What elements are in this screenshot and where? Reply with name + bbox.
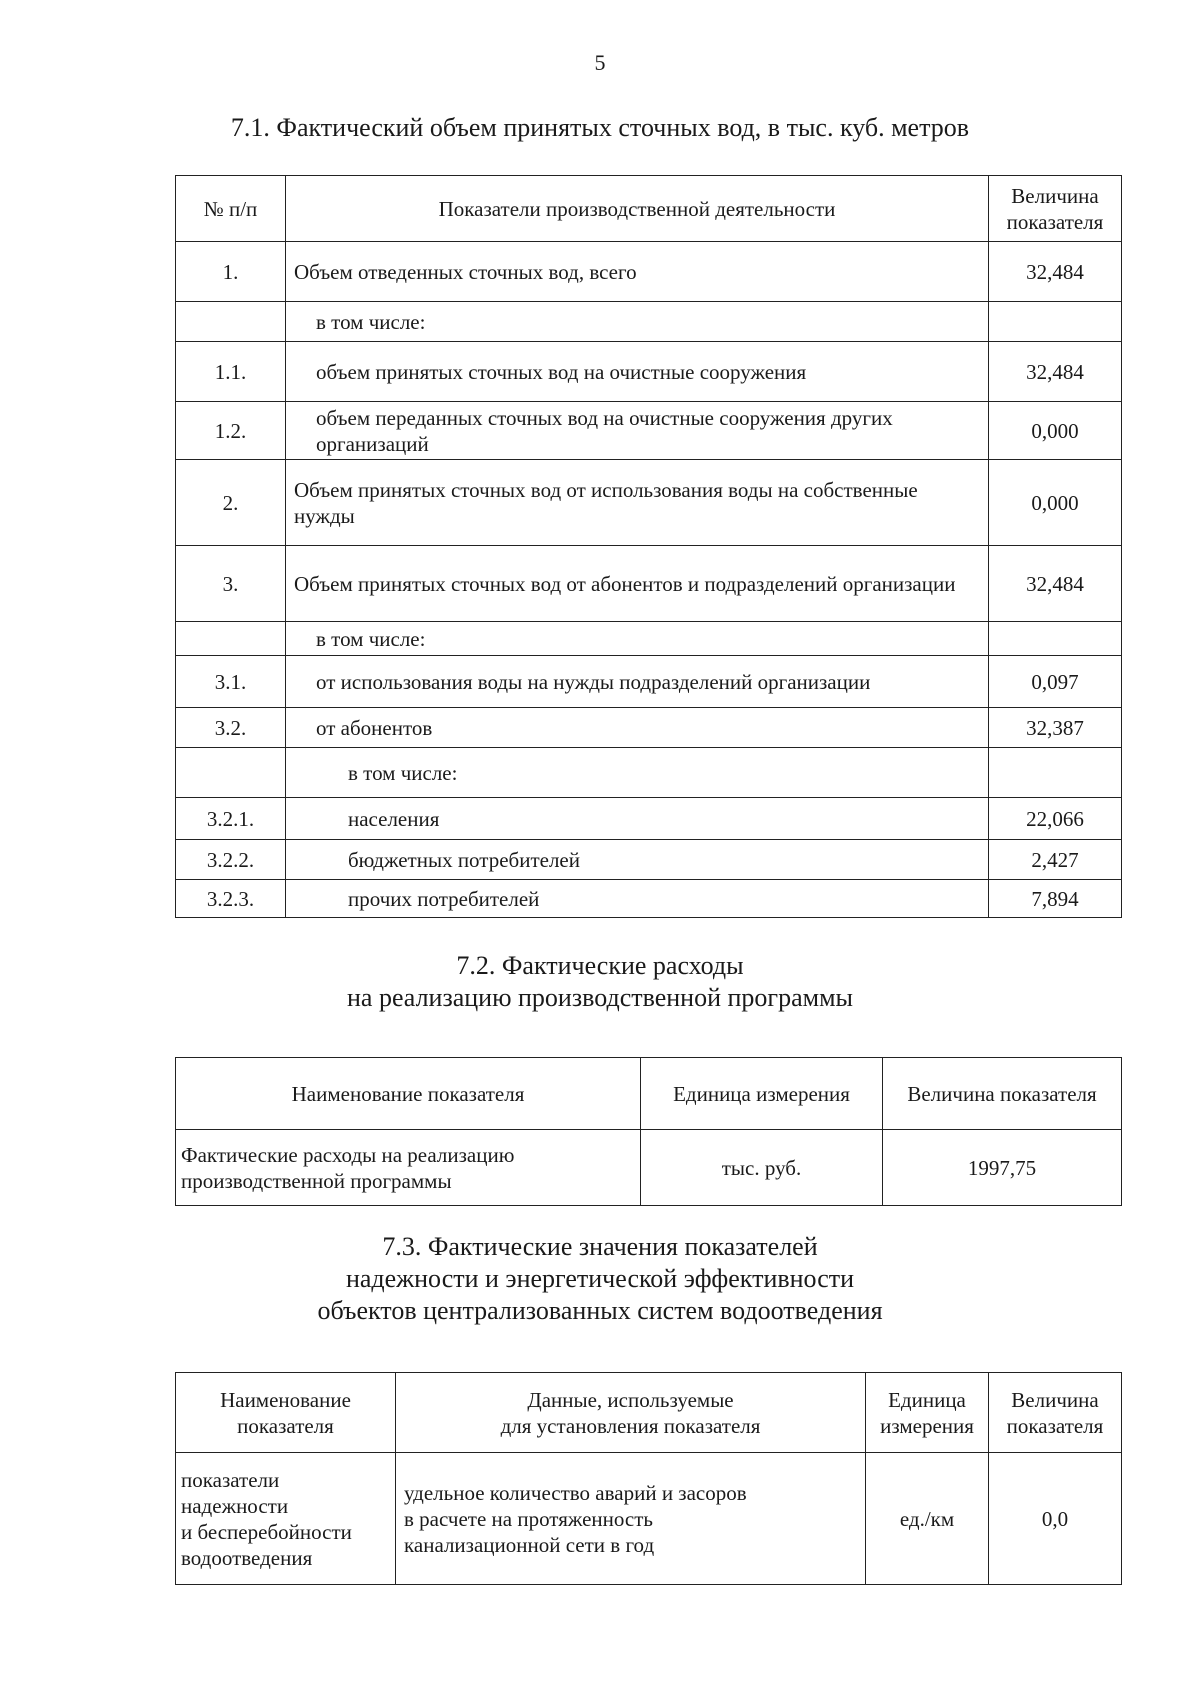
row-name-line: водоотведения [181, 1545, 313, 1570]
table-header-row [176, 176, 1122, 242]
table-row [176, 460, 1122, 546]
table-header-row [176, 1058, 1122, 1130]
row-name-line: показатели [181, 1467, 280, 1492]
row-label: от использования воды на нужды подразделений организации [286, 656, 989, 708]
row-num: 1. [176, 242, 286, 302]
row-num [176, 622, 286, 656]
header-line: показателя [1006, 1413, 1104, 1438]
row-name-line: производственной программы [181, 1168, 452, 1193]
section-7-3-title-line: 7.3. Фактические значения показателей [382, 1232, 818, 1261]
header-num: № п/п [176, 176, 286, 242]
row-label: от абонентов [286, 708, 989, 748]
row-data [396, 1453, 866, 1585]
row-value: 22,066 [989, 798, 1122, 840]
row-label: в том числе: [286, 748, 989, 798]
row-num: 3.2.2. [176, 840, 286, 880]
row-label: Объем принятых сточных вод от использования воды на собственные нужды [286, 460, 989, 546]
row-value: 32,484 [989, 342, 1122, 402]
row-value: 32,387 [989, 708, 1122, 748]
row-value: 0,000 [989, 402, 1122, 460]
row-value: 0,097 [989, 656, 1122, 708]
row-value: 32,484 [989, 242, 1122, 302]
table-row [176, 302, 1122, 342]
section-7-3-title-line: надежности и энергетической эффективности [345, 1264, 855, 1293]
table-row [176, 402, 1122, 460]
header-value: Величина показателя [883, 1058, 1122, 1130]
row-value: 0,000 [989, 460, 1122, 546]
table-row [176, 1130, 1122, 1206]
row-name [176, 1130, 641, 1206]
production-costs-table [175, 1057, 1122, 1206]
row-value: 32,484 [989, 546, 1122, 622]
row-num: 3.2. [176, 708, 286, 748]
table-row [176, 546, 1122, 622]
row-label: населения [286, 798, 989, 840]
header-line: Величина [1011, 1387, 1099, 1412]
reliability-indicators-table [175, 1372, 1122, 1585]
row-num: 2. [176, 460, 286, 546]
row-label: в том числе: [286, 302, 989, 342]
row-name-line: и бесперебойности [181, 1519, 352, 1544]
header-line: Единица [888, 1387, 966, 1412]
header-unit [866, 1373, 989, 1453]
row-num: 3.2.3. [176, 880, 286, 918]
row-value: 0,0 [989, 1453, 1122, 1585]
table-row [176, 708, 1122, 748]
header-value: Величина показателя [989, 176, 1122, 242]
header-unit: Единица измерения [641, 1058, 883, 1130]
row-num: 3.2.1. [176, 798, 286, 840]
row-num [176, 748, 286, 798]
row-label: Объем принятых сточных вод от абонентов и подразделений организации [286, 546, 989, 622]
row-label: в том числе: [286, 622, 989, 656]
row-num: 3.1. [176, 656, 286, 708]
table-row [176, 748, 1122, 798]
header-line: показателя [237, 1413, 334, 1438]
table-row [176, 242, 1122, 302]
row-data-line: удельное количество аварий и засоров [404, 1480, 747, 1505]
table-row [176, 622, 1122, 656]
row-value [989, 622, 1122, 656]
row-value: 2,427 [989, 840, 1122, 880]
row-unit: ед./км [866, 1453, 989, 1585]
section-7-2-title-line: на реализацию производственной программы [346, 983, 853, 1012]
row-num: 1.1. [176, 342, 286, 402]
row-value [989, 748, 1122, 798]
row-label: объем принятых сточных вод на очистные сооружения [286, 342, 989, 402]
header-line: для установления показателя [500, 1413, 761, 1438]
row-label: прочих потребителей [286, 880, 989, 918]
table-row [176, 840, 1122, 880]
header-indicator: Показатели производственной деятельности [286, 176, 989, 242]
section-7-2-title-line: 7.2. Фактические расходы [456, 951, 744, 980]
table-row [176, 656, 1122, 708]
row-name-line: Фактические расходы на реализацию [181, 1142, 515, 1167]
table-row [176, 1453, 1122, 1585]
row-value: 1997,75 [883, 1130, 1122, 1206]
row-label: бюджетных потребителей [286, 840, 989, 880]
header-line: измерения [880, 1413, 974, 1438]
header-data [396, 1373, 866, 1453]
header-line: Данные, используемые [527, 1387, 734, 1412]
row-value [989, 302, 1122, 342]
row-value: 7,894 [989, 880, 1122, 918]
section-7-3-title [0, 1231, 1200, 1327]
row-data-line: в расчете на протяженность [404, 1506, 653, 1531]
row-num: 1.2. [176, 402, 286, 460]
section-7-3-title-line: объектов централизованных систем водоотведения [317, 1296, 883, 1325]
page-number: 5 [594, 50, 606, 75]
header-name [176, 1373, 396, 1453]
table-row [176, 798, 1122, 840]
table-row [176, 880, 1122, 918]
table-header-row [176, 1373, 1122, 1453]
row-label: объем переданных сточных вод на очистные сооружения других организаций [286, 402, 989, 460]
section-7-2-title [0, 950, 1200, 1014]
header-value [989, 1373, 1122, 1453]
wastewater-volume-table [175, 175, 1122, 918]
row-unit: тыс. руб. [641, 1130, 883, 1206]
row-name-line: надежности [181, 1493, 289, 1518]
header-name: Наименование показателя [176, 1058, 641, 1130]
row-data-line: канализационной сети в год [404, 1532, 655, 1557]
row-num: 3. [176, 546, 286, 622]
row-name [176, 1453, 396, 1585]
section-7-1-title: 7.1. Фактический объем принятых сточных вод, в тыс. куб. метров [230, 113, 970, 142]
table-row [176, 342, 1122, 402]
row-label: Объем отведенных сточных вод, всего [286, 242, 989, 302]
header-line: Наименование [220, 1387, 351, 1412]
row-num [176, 302, 286, 342]
